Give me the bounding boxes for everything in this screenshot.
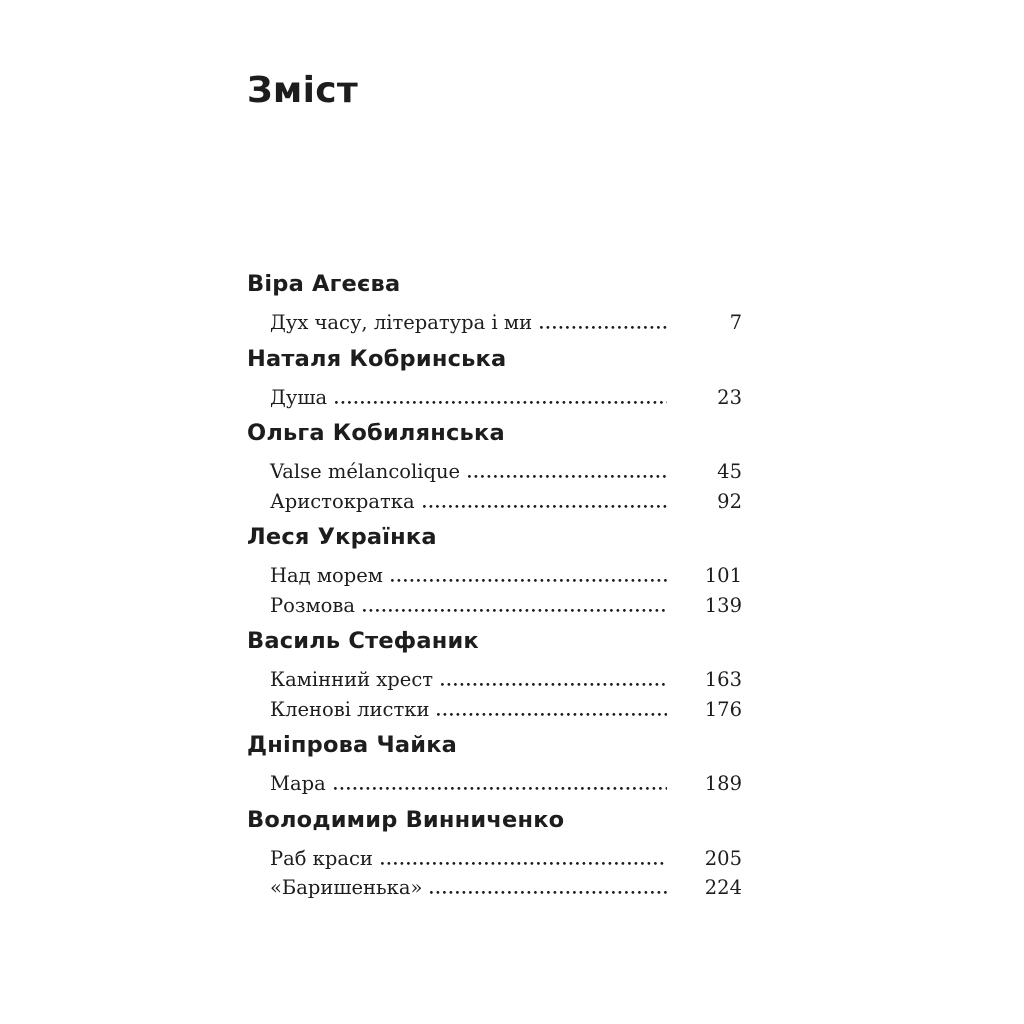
dot-leader — [430, 891, 667, 894]
author-heading: Ольга Кобилянська — [247, 420, 505, 446]
page-number: 139 — [704, 593, 742, 617]
table-of-contents — [247, 273, 742, 903]
toc-section — [247, 734, 742, 799]
toc-entry — [247, 457, 742, 487]
work-title: Мара — [270, 772, 326, 795]
dot-leader — [437, 713, 667, 716]
page-number: 23 — [717, 385, 742, 409]
work-title: Розмова — [270, 593, 356, 617]
toc-section — [247, 630, 742, 724]
toc-section — [247, 273, 742, 338]
work-title: Камінний хрест — [270, 668, 434, 691]
page-number: 101 — [704, 564, 742, 587]
toc-section — [247, 422, 742, 516]
author-heading: Василь Стефаник — [247, 628, 479, 654]
dot-leader — [334, 787, 667, 790]
toc-section — [247, 345, 742, 413]
page-number: 7 — [729, 311, 742, 334]
dot-leader — [540, 326, 667, 329]
toc-entry — [247, 561, 742, 591]
page-title: Зміст — [247, 70, 359, 111]
toc-section — [247, 526, 742, 620]
dot-leader — [468, 475, 667, 478]
author-heading: Леся Українка — [247, 524, 437, 550]
work-title: Аристократка — [270, 489, 415, 513]
dot-leader — [441, 683, 667, 686]
page-number: 189 — [704, 772, 742, 795]
dot-leader — [363, 609, 667, 612]
toc-entry — [247, 695, 742, 725]
toc-entry — [247, 591, 742, 621]
page-number: 163 — [704, 668, 742, 691]
author-heading: Віра Агеєва — [247, 271, 401, 297]
toc-entry — [247, 487, 742, 517]
dot-leader — [335, 401, 667, 404]
work-title: Дух часу, література і ми — [270, 311, 533, 334]
page-number: 92 — [717, 489, 742, 513]
toc-entry — [247, 665, 742, 695]
work-title: Valse mélancolique — [270, 460, 461, 483]
toc-entry — [247, 844, 742, 874]
work-title: «Баришенька» — [270, 876, 423, 899]
page-number: 176 — [704, 697, 742, 721]
page-number: 45 — [717, 460, 742, 483]
toc-content — [247, 70, 742, 913]
dot-leader — [391, 579, 667, 582]
toc-entry — [247, 769, 742, 799]
dot-leader — [423, 505, 667, 508]
author-heading: Дніпрова Чайка — [247, 732, 458, 758]
work-title: Раб краси — [270, 846, 373, 870]
work-title: Кленові листки — [270, 697, 430, 721]
toc-entry — [247, 383, 742, 413]
toc-entry — [247, 873, 742, 903]
author-heading: Наталя Кобринська — [247, 345, 507, 372]
dot-leader — [381, 862, 667, 865]
toc-entry — [247, 308, 742, 338]
page-number: 224 — [704, 876, 742, 899]
page-number: 205 — [704, 846, 742, 870]
work-title: Над морем — [270, 564, 383, 587]
toc-section — [247, 806, 742, 903]
author-heading: Володимир Винниченко — [247, 806, 565, 833]
work-title: Душа — [270, 385, 328, 409]
